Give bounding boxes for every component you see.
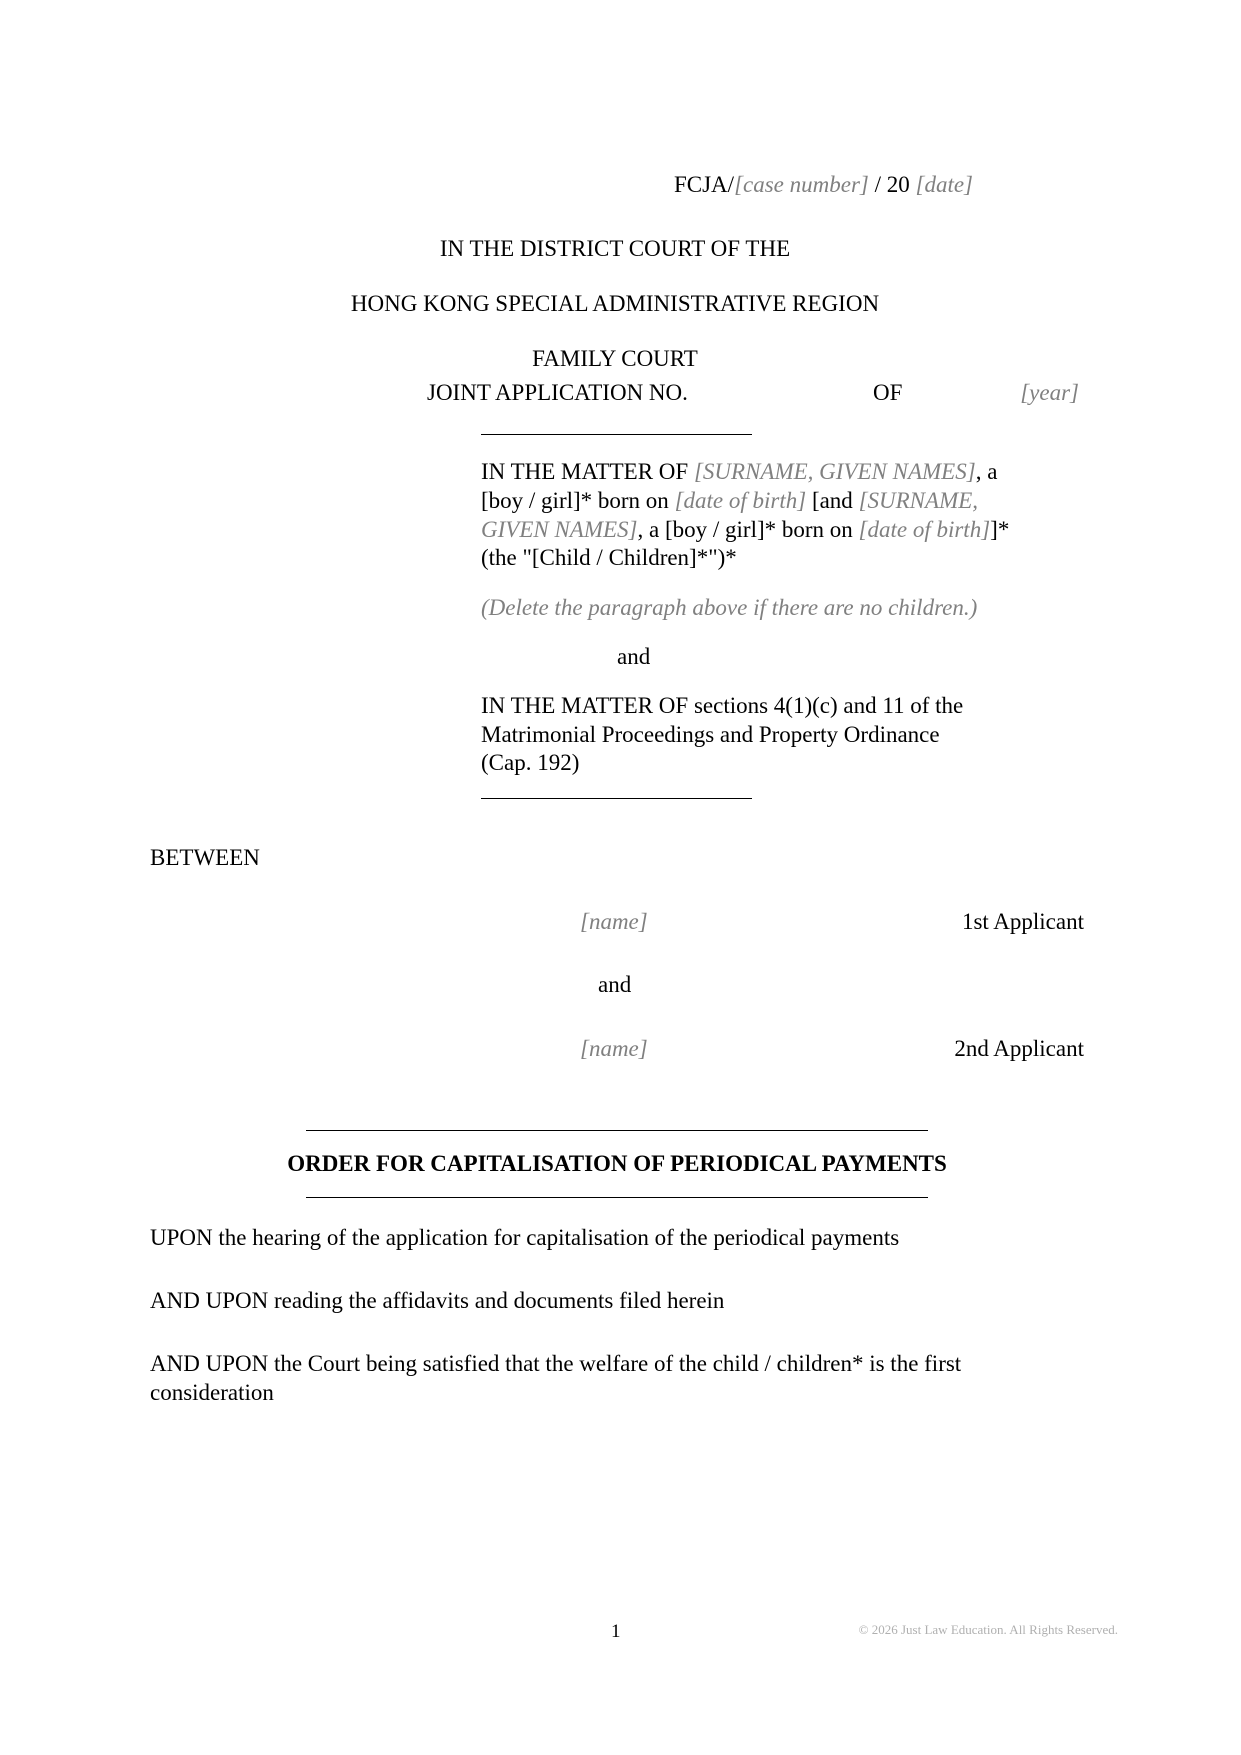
recital-affidavits: AND UPON reading the affidavits and documents filed herein — [150, 1288, 725, 1313]
recital-welfare-line-2: consideration — [150, 1380, 274, 1405]
matter-ordinance-line-2: Matrimonial Proceedings and Property Ordinance — [481, 722, 940, 747]
matter-ordinance-line-1: IN THE MATTER OF sections 4(1)(c) and 11 of the — [481, 693, 964, 718]
case-reference — [674, 170, 973, 199]
page-number: 1 — [611, 1621, 621, 1642]
of-label: OF — [873, 380, 903, 405]
and-connector-2: and — [598, 972, 632, 997]
dob-placeholder-2: [date of birth] — [858, 517, 991, 542]
matter-children-line-1: IN THE MATTER OF [SURNAME, GIVEN NAMES], a — [481, 459, 998, 484]
delete-paragraph-note: (Delete the paragraph above if there are no children.) — [481, 595, 978, 620]
dob-placeholder-1: [date of birth] — [674, 488, 807, 513]
child-name-placeholder-2b: GIVEN NAMES] — [481, 517, 638, 542]
header-rule-bottom — [481, 798, 752, 799]
matter-children-line-3: GIVEN NAMES], a [boy / girl]* born on [date of birth]]* — [481, 517, 1010, 542]
order-title: ORDER FOR CAPITALISATION OF PERIODICAL PAYMENTS — [287, 1151, 947, 1176]
date-placeholder: [date] — [915, 172, 973, 197]
applicant-1-role: 1st Applicant — [961, 909, 1084, 934]
applicant-2-name-placeholder: [name] — [580, 1036, 648, 1061]
case-ref-mid: / 20 — [868, 172, 916, 197]
child-name-placeholder-1: [SURNAME, GIVEN NAMES] — [693, 459, 976, 484]
copyright-notice: © 2026 Just Law Education. All Rights Reserved. — [858, 1622, 1118, 1637]
recital-welfare-line-1: AND UPON the Court being satisfied that the welfare of the child / children* is the first — [150, 1351, 962, 1376]
matter-children-line-4: (the "[Child / Children]*")* — [481, 545, 737, 570]
matter-ordinance-line-3: (Cap. 192) — [481, 750, 580, 775]
joint-application-label: JOINT APPLICATION NO. — [427, 380, 688, 405]
and-connector-1: and — [617, 644, 651, 669]
applicant-1-name-placeholder: [name] — [580, 909, 648, 934]
court-line-2: HONG KONG SPECIAL ADMINISTRATIVE REGION — [350, 291, 880, 316]
title-rule-top — [306, 1130, 928, 1131]
title-rule-bottom — [306, 1197, 928, 1198]
recital-hearing: UPON the hearing of the application for capitalisation of the periodical payments — [150, 1225, 900, 1250]
court-line-3: FAMILY COURT — [532, 346, 698, 371]
header-rule-top — [481, 434, 752, 435]
between-label: BETWEEN — [150, 845, 260, 870]
child-name-placeholder-2a: [SURNAME, — [858, 488, 979, 513]
matter-children-line-2: [boy / girl]* born on [date of birth] [and [SURNAME, — [481, 488, 979, 513]
case-ref-prefix: FCJA/ — [673, 172, 735, 197]
case-number-placeholder: [case number] — [734, 172, 869, 197]
applicant-2-role: 2nd Applicant — [954, 1036, 1084, 1061]
court-line-1: IN THE DISTRICT COURT OF THE — [439, 236, 791, 261]
year-placeholder: [year] — [1020, 380, 1079, 405]
